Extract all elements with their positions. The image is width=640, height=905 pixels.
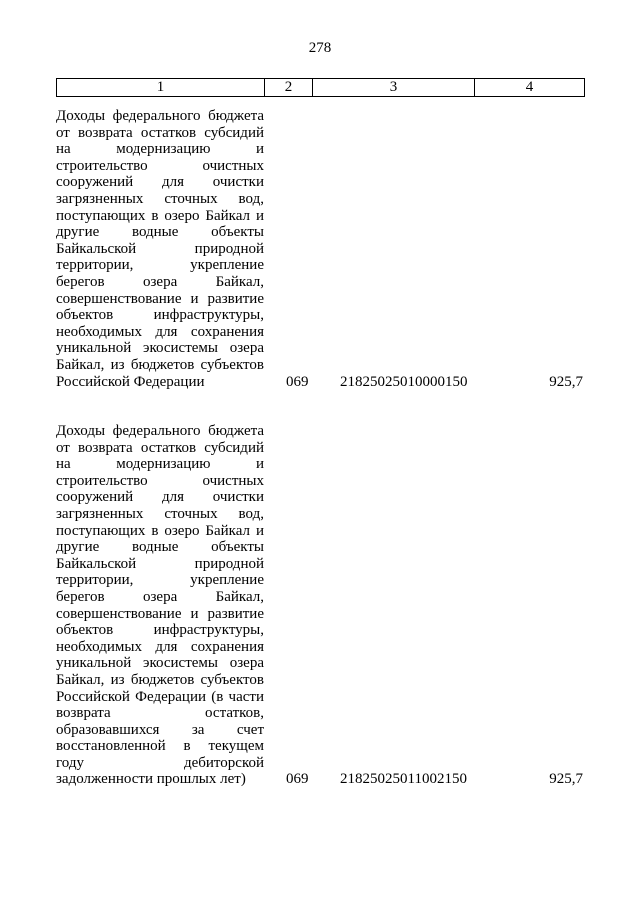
description-line: поступающих в озеро Байкал и [56, 522, 264, 539]
column-number-row [57, 79, 585, 97]
description-line: совершенствование и развитие [56, 290, 264, 307]
column-1-number: 1 [57, 79, 265, 97]
revenue-description [56, 423, 264, 788]
description-line: на модернизацию и [56, 141, 264, 158]
description-line: образовавшихся за счет [56, 721, 264, 738]
amount: 925,7 [549, 373, 583, 390]
description-line: совершенствование и развитие [56, 605, 264, 622]
description-line: Байкальской природной [56, 555, 264, 572]
description-line: Российской Федерации (в части [56, 688, 264, 705]
description-line: от возврата остатков субсидий [56, 439, 264, 456]
column-2-number: 2 [265, 79, 313, 97]
description-line: берегов озера Байкал, [56, 588, 264, 605]
description-line: Доходы федерального бюджета [56, 423, 264, 439]
admin-code: 069 [286, 373, 309, 390]
column-4-number: 4 [475, 79, 585, 97]
description-line: Российской Федерации [56, 373, 205, 390]
budget-classification-code: 21825025010000150 [340, 373, 468, 390]
description-line: необходимых для сохранения [56, 638, 264, 655]
description-line: загрязненных сточных вод, [56, 505, 264, 522]
description-line: уникальной экосистемы озера [56, 655, 264, 672]
description-line: Байкал, из бюджетов субъектов [56, 671, 264, 688]
description-line: строительство очистных [56, 472, 264, 489]
table-row [56, 423, 585, 788]
description-line: другие водные объекты [56, 224, 264, 241]
description-line: уникальной экосистемы озера [56, 340, 264, 357]
revenue-description [56, 108, 264, 390]
description-line: другие водные объекты [56, 539, 264, 556]
budget-classification-code: 21825025011002150 [340, 771, 467, 788]
description-line: объектов инфраструктуры, [56, 622, 264, 639]
description-line: загрязненных сточных вод, [56, 190, 264, 207]
description-line: Байкал, из бюджетов субъектов [56, 356, 264, 373]
description-line: территории, укрепление [56, 572, 264, 589]
description-line: территории, укрепление [56, 257, 264, 274]
description-line: восстановленной в текущем [56, 738, 264, 755]
amount: 925,7 [549, 771, 583, 788]
description-line: необходимых для сохранения [56, 323, 264, 340]
page-number: 278 [308, 40, 332, 56]
description-line: строительство очистных [56, 157, 264, 174]
description-line: берегов озера Байкал, [56, 273, 264, 290]
table-column-header [56, 78, 585, 97]
admin-code: 069 [286, 771, 309, 788]
description-line: Доходы федерального бюджета [56, 108, 264, 124]
description-line: Байкальской природной [56, 240, 264, 257]
description-line: возврата остатков, [56, 705, 264, 722]
description-line: сооружений для очистки [56, 489, 264, 506]
description-line: сооружений для очистки [56, 174, 264, 191]
description-line: году дебиторской [56, 754, 264, 771]
description-line: от возврата остатков субсидий [56, 124, 264, 141]
description-line: на модернизацию и [56, 456, 264, 473]
table-row [56, 108, 585, 390]
description-line: поступающих в озеро Байкал и [56, 207, 264, 224]
description-line: задолженности прошлых лет) [56, 771, 246, 788]
column-3-number: 3 [313, 79, 475, 97]
description-line: объектов инфраструктуры, [56, 307, 264, 324]
